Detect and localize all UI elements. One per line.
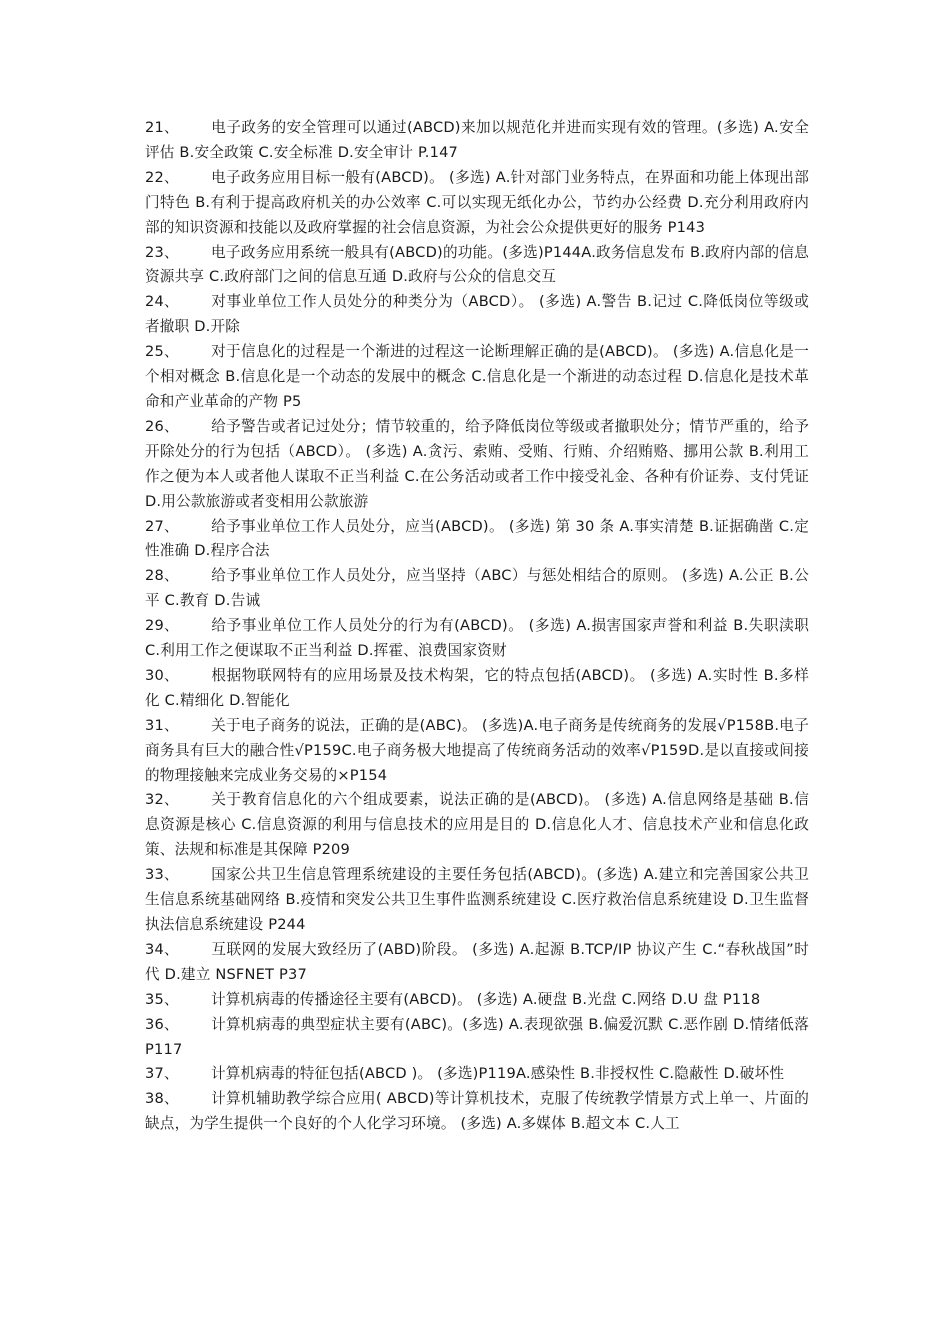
question-text: 计算机辅助教学综合应用( ABCD)等计算机技术，克服了传统教学情景方式上单一、片面的缺点，为学生提供一个良好的个人化学习环境。 (多选) A.多媒体 B.超文本 C.人工 [145,1090,809,1133]
question-item [145,515,809,565]
question-text: 给予事业单位工作人员处分，应当(ABCD)。 (多选) 第 30 条 A.事实清楚 B.证据确凿 C.定性准确 D.程序合法 [145,517,809,560]
question-number: 36、 [145,1015,179,1033]
question-item [145,116,809,166]
question-text: 对事业单位工作人员处分的种类分为（ABCD）。 (多选) A.警告 B.记过 C.降低岗位等级或者撤职 D.开除 [145,293,809,336]
question-item [145,614,809,664]
question-text: 给予事业单位工作人员处分的行为有(ABCD)。 (多选) A.损害国家声誉和利益 B.失职渎职 C.利用工作之便谋取不正当利益 D.挥霍、浪费国家资财 [145,617,809,660]
question-text: 对于信息化的过程是一个渐进的过程这一论断理解正确的是(ABCD)。 (多选) A.信息化是一个相对概念 B.信息化是一个动态的发展中的概念 C.信息化是一个渐进的动态过程 D.信息化是技术革命和产业革命的产物 P5 [145,343,809,410]
question-number: 22、 [145,168,179,186]
question-number: 27、 [145,517,179,535]
question-item [145,415,809,515]
question-text: 关于电子商务的说法，正确的是(ABC)。 (多选)A.电子商务是传统商务的发展√P158B.电子商务具有巨大的融合性√P159C.电子商务极大地提高了传统商务活动的效率√P159D.是以直接或间接的物理接触来完成业务交易的×P154 [145,716,809,784]
question-number: 25、 [145,343,179,361]
question-number: 21、 [145,119,179,136]
question-text: 给予警告或者记过处分；情节较重的，给予降低岗位等级或者撤职处分；情节严重的，给予开除处分的行为包括（ABCD）。 (多选) A.贪污、索贿、受贿、行贿、介绍贿赂、挪用公款 B.利用工作之便为本人或者他人谋取不正当利益 C.在公务活动或者工作中接受礼金、各种有价证券、支付凭证 D.用公款旅游或者变相用公款旅游 [145,417,809,510]
question-item [145,988,809,1013]
question-text: 国家公共卫生信息管理系统建设的主要任务包括(ABCD)。(多选) A.建立和完善国家公共卫生信息系统基础网络 B.疫情和突发公共卫生事件监测系统建设 C.医疗救治信息系统建设 D.卫生监督执法信息系统建设 P244 [145,866,809,933]
question-item [145,938,809,988]
question-number: 31、 [145,716,179,734]
question-item [145,714,809,789]
question-item [145,1062,809,1087]
question-number: 33、 [145,866,179,884]
question-item [145,1087,809,1137]
question-item [145,340,809,415]
question-number: 29、 [145,617,179,635]
question-number: 28、 [145,567,179,585]
question-item [145,1013,809,1063]
question-item [145,290,809,340]
question-number: 30、 [145,666,179,684]
question-text: 给予事业单位工作人员处分，应当坚持（ABC）与惩处相结合的原则。 (多选) A.公正 B.公平 C.教育 D.告诫 [145,567,809,610]
question-text: 电子政务的安全管理可以通过(ABCD)来加以规范化并进而实现有效的管理。(多选) A.安全评估 B.安全政策 C.安全标准 D.安全审计 P.147 [145,119,809,161]
question-text: 计算机病毒的传播途径主要有(ABCD)。 (多选) A.硬盘 B.光盘 C.网络 D.U 盘 P118 [211,990,761,1008]
question-item [145,241,809,291]
question-number: 37、 [145,1065,179,1083]
question-item [145,788,809,863]
question-item [145,863,809,938]
question-item [145,564,809,614]
question-number: 34、 [145,940,179,958]
question-item [145,166,809,241]
question-number: 24、 [145,293,179,311]
question-text: 互联网的发展大致经历了(ABD)阶段。 (多选) A.起源 B.TCP/IP 协议产生 C.“春秋战国”时代 D.建立 NSFNET P37 [145,940,809,983]
question-number: 35、 [145,990,179,1008]
question-number: 38、 [145,1090,179,1108]
question-text: 计算机病毒的特征包括(ABCD )。 (多选)P119A.感染性 B.非授权性 C.隐蔽性 D.破坏性 [211,1065,785,1083]
question-number: 26、 [145,417,179,435]
question-number: 23、 [145,243,179,261]
question-number: 32、 [145,791,179,809]
question-text: 电子政务应用系统一般具有(ABCD)的功能。(多选)P144A.政务信息发布 B.政府内部的信息资源共享 C.政府部门之间的信息互通 D.政府与公众的信息交互 [145,243,809,286]
question-list [145,116,809,1137]
question-text: 电子政务应用目标一般有(ABCD)。 (多选) A.针对部门业务特点，在界面和功能上体现出部门特色 B.有利于提高政府机关的办公效率 C.可以实现无纸化办公，节约办公经费 D.充分利用政府内部的知识资源和技能以及政府掌握的社会信息资源，为社会公众提供更好的服务 P143 [145,168,809,236]
question-text: 根据物联网特有的应用场景及技术构架，它的特点包括(ABCD)。 (多选) A.实时性 B.多样化 C.精细化 D.智能化 [145,666,809,709]
question-text: 关于教育信息化的六个组成要素，说法正确的是(ABCD)。 (多选) A.信息网络是基础 B.信息资源是核心 C.信息资源的利用与信息技术的应用是目的 D.信息化人才、信息技术产业和信息化政策、法规和标准是其保障 P209 [145,791,809,859]
question-text: 计算机病毒的典型症状主要有(ABC)。(多选) A.表现欲强 B.偏爱沉默 C.恶作剧 D.情绪低落 P117 [145,1015,809,1058]
question-item [145,664,809,714]
